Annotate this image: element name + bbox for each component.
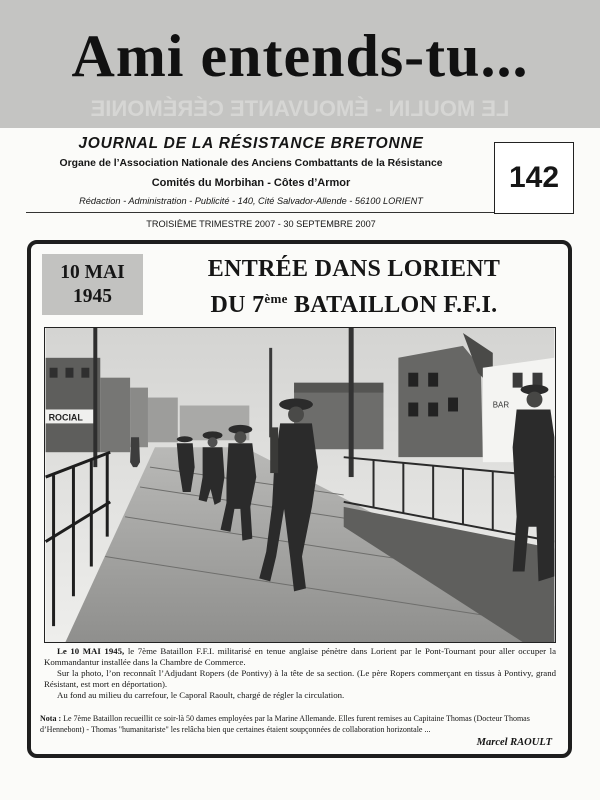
photo-caption — [44, 646, 556, 701]
caption-date: Le 10 MAI 1945, — [57, 646, 125, 656]
note-label: Nota : — [40, 714, 62, 723]
caption-paragraph-1 — [44, 646, 556, 668]
article-photo — [44, 327, 556, 643]
issue-date: TROISIÈME TRIMESTRE 2007 - 30 SEPTEMBRE 2007 — [146, 219, 376, 229]
journal-subtitle: JOURNAL DE LA RÉSISTANCE BRETONNE — [78, 135, 424, 152]
article-author: Marcel RAOULT — [476, 737, 552, 748]
headline-du: DU 7 — [210, 292, 265, 318]
association-line: Organe de l’Association Nationale des Anciens Combattants de la Résistance — [59, 158, 443, 169]
note-text: Le 7ème Bataillon recueillit ce soir-là 50 dames employées par la Marine Allemande. Elles furent remises au Capitaine Thomas (Docteur Thomas d’Hennebont) - Thomas "humanitariste" les relâcha bien que certaines étaient soupçonnées de collaboration horizontale ... — [40, 714, 530, 734]
caption-paragraph-3: Au fond au milieu du carrefour, le Caporal Raoult, chargé de régler la circulation. — [57, 690, 345, 701]
headline-superscript: ème — [264, 291, 288, 306]
headline-line-2 — [150, 284, 558, 320]
date-day-month: 10 MAI — [60, 261, 125, 283]
caption-text-1: le 7ème Bataillon F.F.I. militarisé en tenue anglaise pénètre dans Lorient par le Pont-Tournant pour aller occuper la Kommandantur installée dans la Chambre de Commerce. — [44, 646, 556, 668]
headline-bataillon: BATAILLON F.F.I. — [287, 292, 498, 318]
masthead-title: Ami entends-tu... — [71, 23, 529, 89]
issue-number: 142 — [508, 161, 560, 194]
photo-sign-right: BAR — [492, 400, 510, 410]
article-date-box — [42, 254, 143, 315]
address-line: Rédaction - Administration - Publicité - 140, Cité Salvador-Allende - 56100 LORIENT — [79, 196, 423, 206]
article-note — [40, 714, 558, 735]
photo-sign-left: ROCIAL — [48, 412, 83, 423]
headline-line-1: ENTRÉE DANS LORIENT — [207, 256, 501, 282]
date-year: 1945 — [73, 285, 112, 307]
committees-line: Comités du Morbihan - Côtes d’Armor — [151, 177, 351, 189]
caption-paragraph-2: Sur la photo, l’on reconnaît l’Adjudant Ropers (de Pontivy) à la tête de sa section. (Le père Ropers commerçant en tissus à Pontivy, grand Résistant, est mort en déportation). — [44, 668, 556, 690]
bleed-through-text: LE MOULIN - ÉMOUVANTE CÉRÉMONIE — [90, 96, 510, 121]
article-headline — [150, 254, 558, 320]
issue-number-box — [494, 142, 574, 214]
soldier-distant — [130, 437, 140, 467]
header-divider — [26, 212, 496, 213]
